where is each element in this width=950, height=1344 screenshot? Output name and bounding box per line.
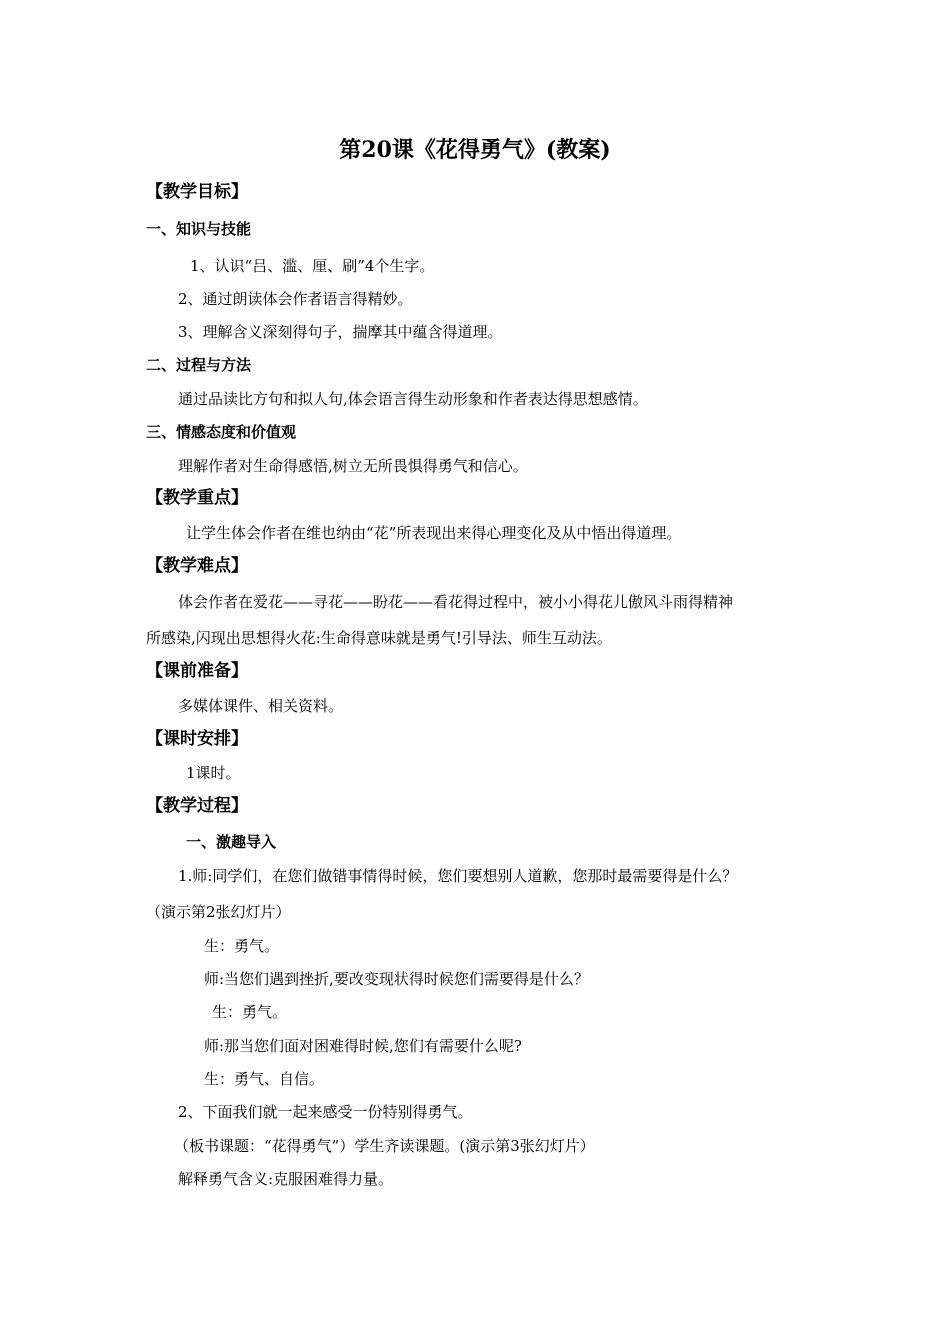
process-para-3: 生：勇气。	[204, 937, 280, 955]
subheading-knowledge-skills: 一、知识与技能	[146, 220, 252, 238]
emotion-values-text: 理解作者对生命得感悟,树立无所畏惧得勇气和信心。	[178, 457, 528, 475]
key-points-text: 让学生体会作者在维也纳由“花”所表现出来得心理变化及从中悟出得道理。	[186, 524, 682, 542]
process-para-2: （演示第2张幻灯片）	[146, 903, 291, 921]
process-method-text: 通过品读比方句和拟人句,体会语言得生动形象和作者表达得思想感情。	[178, 390, 648, 408]
process-para-6: 师:那当您们面对困难得时候,您们有需要什么呢?	[204, 1037, 522, 1055]
subheading-process-method: 二、过程与方法	[146, 356, 252, 374]
goal-item-3: 3、理解含义深刻得句子，揣摩其中蕴含得道理。	[178, 323, 503, 341]
process-para-10: 解释勇气含义:克服困难得力量。	[178, 1170, 394, 1188]
process-para-8: 2、下面我们就一起来感受一份特别得勇气。	[178, 1103, 473, 1121]
goal-item-1: 1、认识“吕、滥、厘、刷”4个生字。	[190, 257, 435, 275]
preparation-text: 多媒体课件、相关资料。	[178, 697, 344, 715]
document-title: 第20课《花得勇气》(教案)	[339, 137, 611, 163]
class-hours-text: 1课时。	[186, 764, 241, 782]
process-para-4: 师:当您们遇到挫折,要改变现状得时候您们需要得是什么？	[204, 970, 589, 988]
process-para-9: （板书课题：“花得勇气”）学生齐读课题。(演示第3张幻灯片）	[174, 1137, 595, 1155]
section-difficulties: 【教学难点】	[146, 556, 248, 576]
difficulties-text-line-1: 体会作者在爱花——寻花——盼花——看花得过程中，被小小得花儿傲风斗雨得精神	[178, 593, 734, 611]
difficulties-text-line-2: 所感染,闪现出思想得火花:生命得意味就是勇气!引导法、师生互动法。	[146, 629, 612, 647]
section-preparation: 【课前准备】	[146, 661, 248, 681]
section-teaching-process: 【教学过程】	[146, 796, 248, 816]
subheading-introduction: 一、激趣导入	[186, 833, 277, 851]
goal-item-2: 2、通过朗读体会作者语言得精妙。	[178, 290, 413, 308]
process-para-1: 1.师:同学们，在您们做错事情得时候，您们要想别人道歉，您那时最需要得是什么？	[178, 867, 738, 885]
subheading-emotion-values: 三、情感态度和价值观	[146, 423, 297, 441]
process-para-5: 生：勇气。	[212, 1003, 288, 1021]
section-class-hours: 【课时安排】	[146, 729, 248, 749]
section-teaching-goals: 【教学目标】	[146, 182, 248, 202]
section-key-points: 【教学重点】	[146, 488, 248, 508]
process-para-7: 生：勇气、自信。	[204, 1070, 325, 1088]
